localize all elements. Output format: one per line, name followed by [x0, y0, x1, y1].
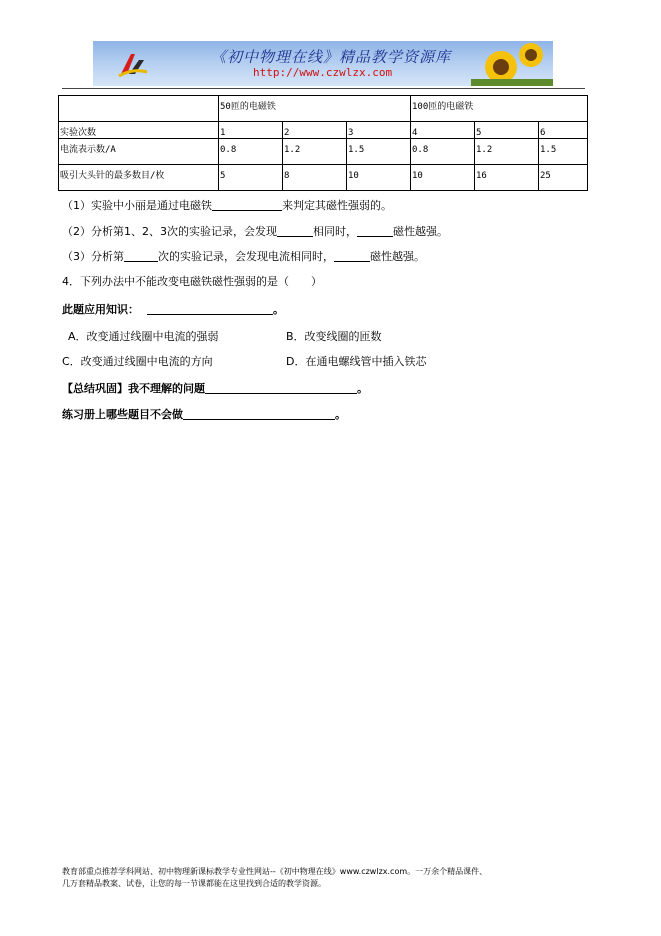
table-cell: 吸引大头针的最多数目/枚	[59, 165, 219, 191]
table-row	[59, 122, 588, 139]
answer-blank[interactable]	[334, 250, 370, 262]
answer-blank[interactable]	[277, 225, 313, 237]
table-cell: 实验次数	[59, 122, 219, 139]
answer-blank[interactable]	[357, 225, 393, 237]
sunflower-icon	[471, 41, 553, 86]
table-row	[59, 139, 588, 165]
question-text: （2）分析第1、2、3次的实验记录，会发现	[62, 225, 277, 238]
option-a[interactable]: A．改变通过线圈中电流的强弱	[68, 330, 219, 343]
workbook-end: 。	[335, 408, 346, 421]
footer-line-2: 几万套精品教案、试卷，让您的每一节课都能在这里找到合适的教学资源。	[62, 879, 326, 888]
banner-title: 《初中物理在线》精品教学资源库	[211, 48, 452, 66]
answer-blank[interactable]	[147, 303, 273, 315]
table-cell: 0.8	[219, 139, 283, 165]
workbook-line	[62, 408, 346, 422]
table-cell: 1.5	[539, 139, 588, 165]
table-cell: 4	[411, 122, 475, 139]
workbook-label: 练习册上哪些题目不会做	[62, 408, 183, 421]
table-cell: 100匝的电磁铁	[411, 96, 588, 122]
answer-blank[interactable]	[205, 382, 357, 394]
experiment-table	[58, 95, 588, 191]
table-cell: 10	[411, 165, 475, 191]
question-text: 次的实验记录，会发现电流相同时，	[158, 250, 334, 263]
table-cell: 2	[283, 122, 347, 139]
answer-blank[interactable]	[124, 250, 158, 262]
table-cell: 25	[539, 165, 588, 191]
table-cell: 1.2	[283, 139, 347, 165]
table-cell: 1.2	[475, 139, 539, 165]
option-c[interactable]: C．改变通过线圈中电流的方向	[62, 355, 213, 368]
answer-blank[interactable]	[183, 408, 335, 420]
question-text: 磁性越强。	[393, 225, 448, 238]
question-text: 来判定其磁性强弱的。	[282, 199, 392, 212]
knowledge-end: 。	[273, 303, 284, 316]
table-cell: 电流表示数/A	[59, 139, 219, 165]
question-text: （1）实验中小丽是通过电磁铁	[62, 199, 212, 212]
summary-line	[62, 382, 368, 396]
question-1	[62, 199, 392, 213]
table-cell	[59, 96, 219, 122]
table-cell: 5	[219, 165, 283, 191]
knowledge-line	[62, 303, 284, 317]
banner-url[interactable]: http://www.czwlzx.com	[253, 66, 393, 79]
table-cell: 16	[475, 165, 539, 191]
table-cell: 5	[475, 122, 539, 139]
header-banner	[93, 41, 553, 86]
question-4: 4．下列办法中不能改变电磁铁磁性强弱的是（ ）	[62, 275, 322, 288]
option-d[interactable]: D．在通电螺线管中插入铁芯	[286, 355, 427, 368]
summary-end: 。	[357, 382, 368, 395]
footer-line-1: 教育部重点推荐学科网站、初中物理新课标教学专业性网站--《初中物理在线》www.czwlzx.com。一万余个精品课件、	[62, 867, 488, 876]
question-3	[62, 250, 425, 264]
question-text: 相同时，	[313, 225, 357, 238]
table-cell: 3	[347, 122, 411, 139]
answer-blank[interactable]	[212, 199, 282, 211]
table-cell: 8	[283, 165, 347, 191]
table-header-row	[59, 96, 588, 122]
summary-label: 【总结巩固】我不理解的问题	[62, 382, 205, 395]
question-text: 磁性越强。	[370, 250, 425, 263]
header-rule	[62, 88, 585, 89]
question-2	[62, 225, 448, 239]
table-cell: 10	[347, 165, 411, 191]
knowledge-label: 此题应用知识：	[62, 303, 139, 316]
table-cell: 1.5	[347, 139, 411, 165]
question-text: （3）分析第	[62, 250, 124, 263]
table-cell: 0.8	[411, 139, 475, 165]
table-row	[59, 165, 588, 191]
site-logo-icon	[117, 50, 149, 78]
option-b[interactable]: B．改变线圈的匝数	[286, 330, 382, 343]
table-cell: 1	[219, 122, 283, 139]
table-cell: 6	[539, 122, 588, 139]
table-cell: 50匝的电磁铁	[219, 96, 411, 122]
